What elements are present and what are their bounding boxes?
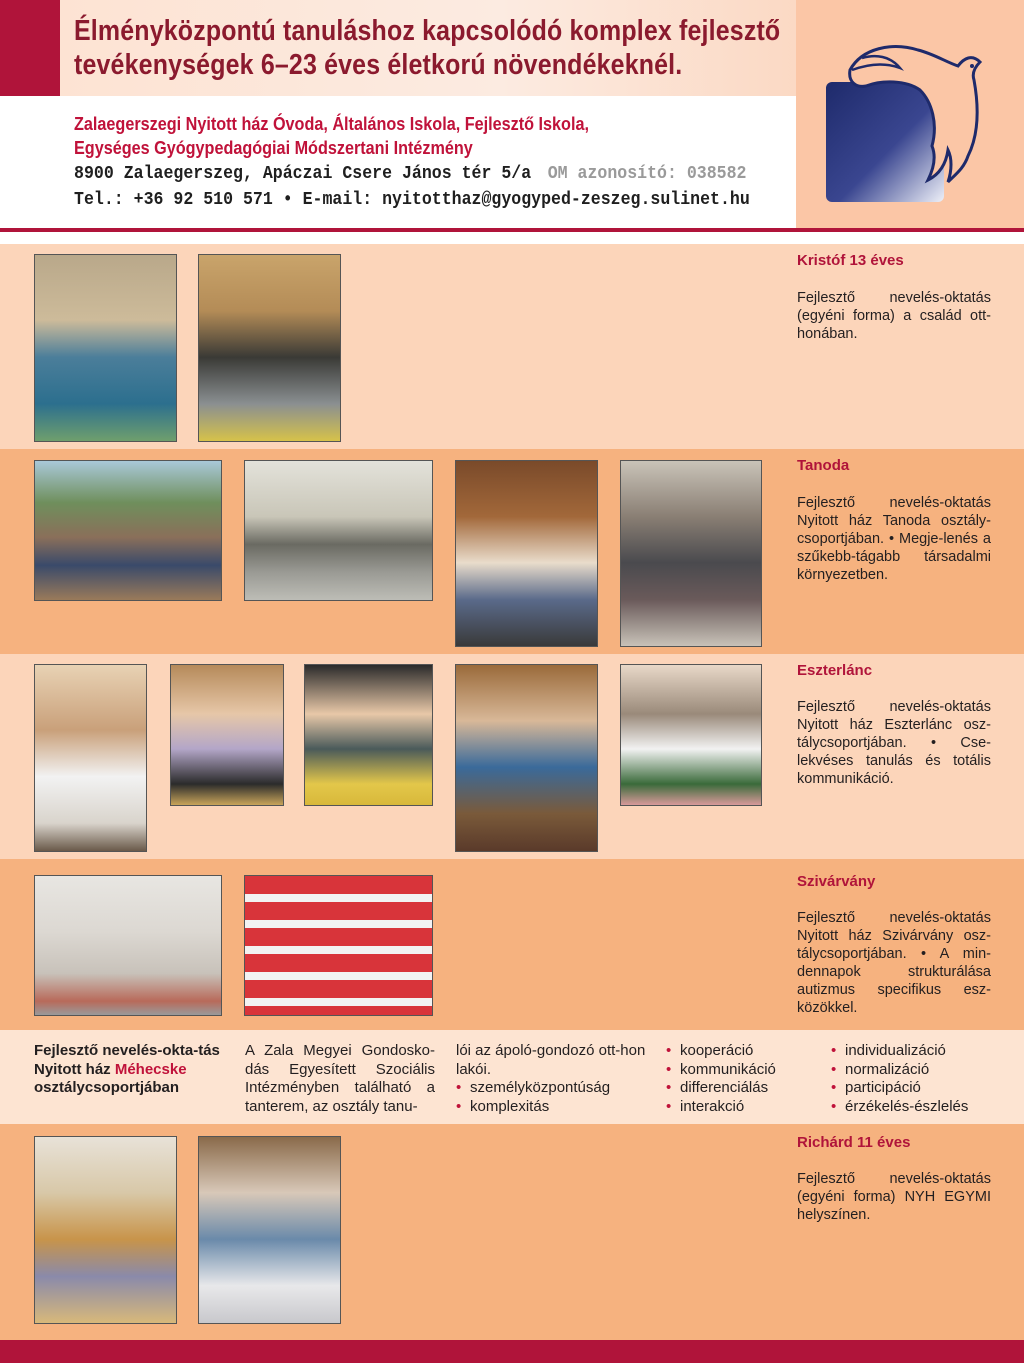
page-title xyxy=(74,14,781,82)
mehecske-col-3 xyxy=(666,1042,826,1116)
mehecske-col-2 xyxy=(456,1042,646,1116)
title-line-2: tevékenységek 6–23 éves életkorú növendékeknél. xyxy=(74,49,683,81)
om-id: OM azonosító: 038582 xyxy=(547,164,747,184)
list-item: • személyközpontúság xyxy=(456,1079,646,1098)
photo-eszterlanc-girl xyxy=(170,664,284,806)
mehecske-heading-red: Méhecske xyxy=(114,1060,187,1078)
section-title-kristof: Kristóf 13 éves xyxy=(797,252,904,269)
mehecske-list-4 xyxy=(831,1042,1011,1116)
section-title-tanoda: Tanoda xyxy=(797,457,850,474)
address-line xyxy=(74,163,746,185)
photo-tanoda-shop xyxy=(620,460,762,647)
mehecske-paragraph-2: lói az ápoló-gondozó ott-hon lakói. xyxy=(456,1042,646,1078)
section-text-szivarvany: Fejlesztő nevelés-oktatás Nyitott ház Szivárvány osz-tálycsoportjában. • A min-dennapok strukturálása autizmus specifikus esz-közökkel. xyxy=(797,910,991,1016)
photo-eszterlanc-student xyxy=(455,664,598,852)
photo-tanoda-building xyxy=(244,460,433,601)
photo-szivarvany-shelves xyxy=(244,875,433,1016)
mehecske-paragraph-1: A Zala Megyei Gondosko-dás Egyesített Szociális Intézményben található a tanterem, az osztály tanu- xyxy=(245,1042,435,1115)
institution-line-2: Egységes Gyógypedagógiai Módszertani Intézmény xyxy=(74,138,473,158)
list-item: • individualizáció xyxy=(831,1042,1011,1061)
mehecske-heading-part1: Fejlesztő nevelés-okta-tás Nyitott ház xyxy=(34,1042,220,1078)
list-item: • differenciálás xyxy=(666,1079,826,1098)
institution-line-1: Zalaegerszegi Nyitott ház Óvoda, Általános Iskola, Fejlesztő Iskola, xyxy=(74,114,589,134)
list-item: • komplexitás xyxy=(456,1098,646,1117)
title-line-1: Élményközpontú tanuláshoz kapcsolódó komplex fejlesztő xyxy=(74,15,781,47)
header-gap xyxy=(0,232,1024,244)
mehecske-heading xyxy=(34,1042,228,1098)
photo-tanoda-library xyxy=(455,460,598,647)
list-item: • participáció xyxy=(831,1079,1011,1098)
photo-szivarvany-wall xyxy=(34,875,222,1016)
photo-richard-ball xyxy=(198,1136,341,1324)
mehecske-list-3 xyxy=(666,1042,826,1116)
section-title-richard: Richárd 11 éves xyxy=(797,1134,911,1151)
mehecske-list-2 xyxy=(456,1079,646,1116)
list-item: • kooperáció xyxy=(666,1042,826,1061)
photo-richard-climbing xyxy=(34,1136,177,1324)
section-text-kristof: Fejlesztő nevelés-oktatás (egyéni forma) a család ott-honában. xyxy=(797,290,991,342)
photo-tanoda-group xyxy=(34,460,222,601)
photo-kristof-sitting xyxy=(198,254,341,442)
photo-eszterlanc-plants xyxy=(620,664,762,806)
list-item: • interakció xyxy=(666,1098,826,1117)
photo-kristof-standing xyxy=(34,254,177,442)
list-item: • normalizáció xyxy=(831,1061,1011,1080)
header xyxy=(0,0,1024,228)
list-item: • kommunikáció xyxy=(666,1061,826,1080)
institution-name xyxy=(74,112,589,160)
photo-eszterlanc-hands xyxy=(304,664,433,806)
mehecske-heading-part2: osztálycsoportjában xyxy=(34,1079,180,1096)
bird-logo-icon xyxy=(822,40,992,210)
list-item: • érzékelés-észlelés xyxy=(831,1098,1011,1117)
header-accent-bar xyxy=(0,0,60,96)
section-text-richard: Fejlesztő nevelés-oktatás (egyéni forma) NYH EGYMI helyszínen. xyxy=(797,1171,991,1223)
footer-bar xyxy=(0,1340,1024,1363)
header-white-left xyxy=(0,96,60,228)
section-text-tanoda: Fejlesztő nevelés-oktatás Nyitott ház Tanoda osztály-csoportjában. • Megje-lenés a szűkebb-tágabb társadalmi környezetben. xyxy=(797,495,991,583)
address: 8900 Zalaegerszeg, Apáczai Csere János tér 5/a xyxy=(74,164,532,184)
section-title-szivarvany: Szivárvány xyxy=(797,873,876,890)
contact-line: Tel.: +36 92 510 571 • E-mail: nyitotthaz@gyogyped-zeszeg.sulinet.hu xyxy=(74,190,750,210)
section-title-eszterlanc: Eszterlánc xyxy=(797,662,873,679)
section-text-eszterlanc: Fejlesztő nevelés-oktatás Nyitott ház Eszterlánc osz-tálycsoportjában. • Cse-lekvéses tanulás és totális kommunikáció. xyxy=(797,699,991,787)
photo-eszterlanc-boy xyxy=(34,664,147,852)
mehecske-col-4 xyxy=(831,1042,1011,1116)
